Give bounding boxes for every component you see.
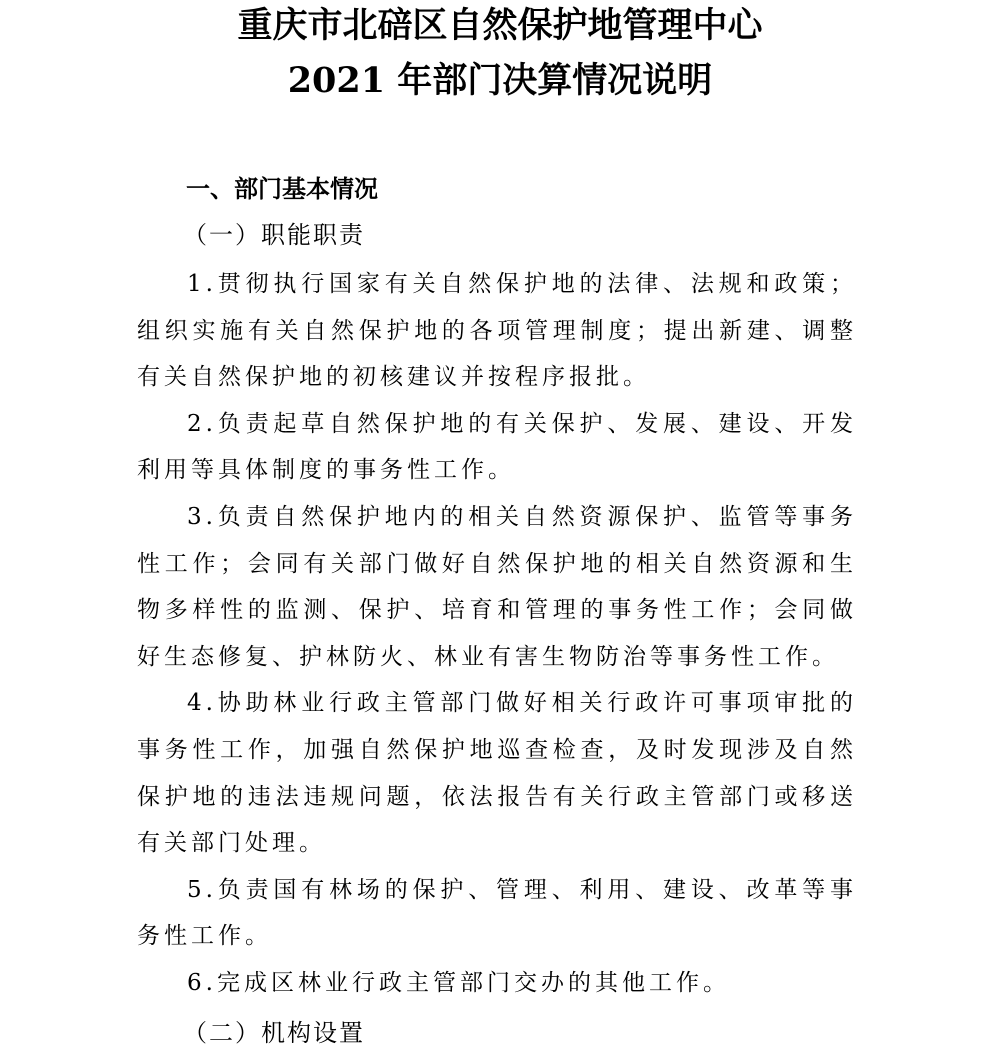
document-title-line1: 重庆市北碚区自然保护地管理中心 xyxy=(237,5,763,46)
document-title-line2: 2021 年部门决算情况说明 xyxy=(287,60,713,101)
function-paragraph-4: 4.协助林业行政主管部门做好相关行政许可事项审批的事务性工作，加强自然保护地巡查检查，及时发现涉及自然保护地的违法违规问题，依法报告有关行政主管部门或移送有关部门处理。 xyxy=(137,690,857,857)
section-heading-basic-info: 一、部门基本情况 xyxy=(186,175,378,203)
subsection-heading-functions: （一）职能职责 xyxy=(183,221,365,249)
subsection-heading-organization: （二）机构设置 xyxy=(183,1019,365,1047)
function-paragraph-6: 6.完成区林业行政主管部门交办的其他工作。 xyxy=(187,969,730,996)
function-paragraph-1: 1.贯彻执行国家有关自然保护地的法律、法规和政策；组织实施有关自然保护地的各项管理制度；提出新建、调整有关自然保护地的初核建议并按程序报批。 xyxy=(137,271,857,391)
function-paragraph-3: 3.负责自然保护地内的相关自然资源保护、监管等事务性工作；会同有关部门做好自然保护地的相关自然资源和生物多样性的监测、保护、培育和管理的事务性工作；会同做好生态修复、护林防火、林业有害生物防治等事务性工作。 xyxy=(137,503,857,670)
function-paragraph-5: 5.负责国有林场的保护、管理、利用、建设、改革等事务性工作。 xyxy=(137,876,857,950)
functions-body xyxy=(137,261,857,1007)
function-paragraph-2: 2.负责起草自然保护地的有关保护、发展、建设、开发利用等具体制度的事务性工作。 xyxy=(137,410,857,484)
